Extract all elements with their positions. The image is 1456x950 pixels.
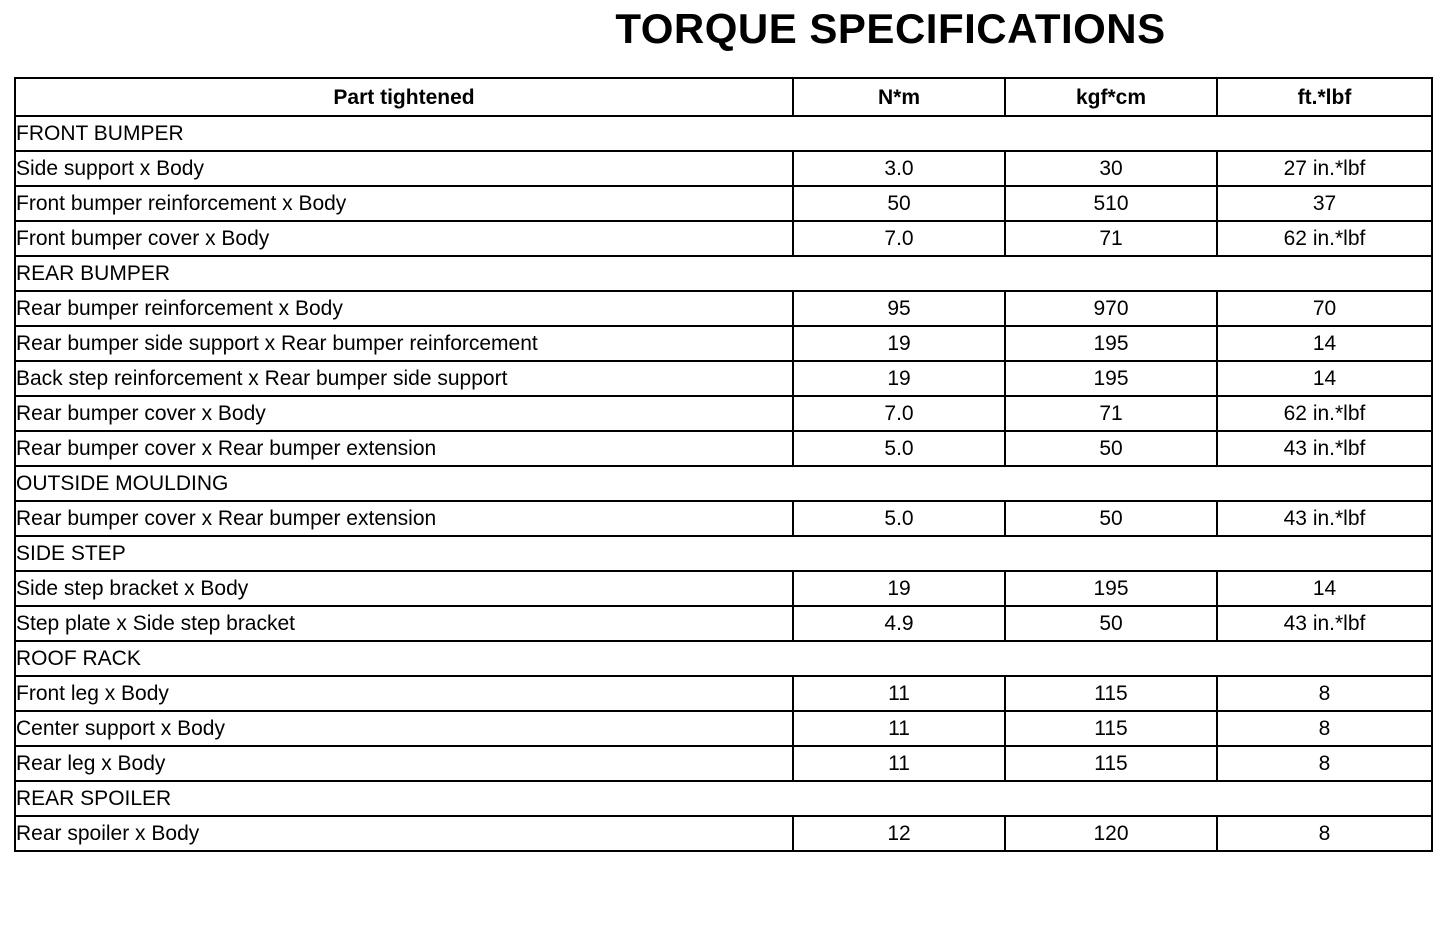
cell-part-tightened: Rear bumper cover x Rear bumper extension — [15, 501, 793, 536]
cell-nm: 11 — [793, 711, 1005, 746]
cell-nm: 19 — [793, 326, 1005, 361]
section-heading: SIDE STEP — [15, 536, 1432, 571]
cell-ft-lbf: 14 — [1217, 326, 1432, 361]
cell-nm: 11 — [793, 746, 1005, 781]
table-row — [15, 151, 1432, 186]
table-row — [15, 396, 1432, 431]
cell-kgf-cm: 115 — [1005, 711, 1217, 746]
table-row — [15, 431, 1432, 466]
cell-part-tightened: Rear bumper cover x Body — [15, 396, 793, 431]
table-row — [15, 676, 1432, 711]
cell-kgf-cm: 30 — [1005, 151, 1217, 186]
section-row — [15, 116, 1432, 151]
cell-ft-lbf: 37 — [1217, 186, 1432, 221]
cell-kgf-cm: 115 — [1005, 746, 1217, 781]
section-heading: OUTSIDE MOULDING — [15, 466, 1432, 501]
cell-kgf-cm: 120 — [1005, 816, 1217, 851]
cell-nm: 12 — [793, 816, 1005, 851]
cell-kgf-cm: 50 — [1005, 606, 1217, 641]
section-row — [15, 466, 1432, 501]
cell-ft-lbf: 27 in.*lbf — [1217, 151, 1432, 186]
cell-ft-lbf: 43 in.*lbf — [1217, 501, 1432, 536]
cell-kgf-cm: 71 — [1005, 221, 1217, 256]
cell-part-tightened: Front leg x Body — [15, 676, 793, 711]
cell-part-tightened: Side step bracket x Body — [15, 571, 793, 606]
table-row — [15, 746, 1432, 781]
table-row — [15, 711, 1432, 746]
table-row — [15, 816, 1432, 851]
header-ft-lbf: ft.*lbf — [1217, 78, 1432, 116]
cell-nm: 19 — [793, 361, 1005, 396]
section-heading: REAR SPOILER — [15, 781, 1432, 816]
cell-kgf-cm: 195 — [1005, 361, 1217, 396]
section-row — [15, 641, 1432, 676]
cell-nm: 7.0 — [793, 221, 1005, 256]
cell-part-tightened: Side support x Body — [15, 151, 793, 186]
cell-part-tightened: Rear bumper reinforcement x Body — [15, 291, 793, 326]
cell-kgf-cm: 195 — [1005, 571, 1217, 606]
cell-nm: 19 — [793, 571, 1005, 606]
cell-part-tightened: Center support x Body — [15, 711, 793, 746]
header-part-tightened: Part tightened — [15, 78, 793, 116]
section-heading: REAR BUMPER — [15, 256, 1432, 291]
cell-part-tightened: Rear leg x Body — [15, 746, 793, 781]
cell-ft-lbf: 43 in.*lbf — [1217, 606, 1432, 641]
cell-ft-lbf: 8 — [1217, 711, 1432, 746]
cell-ft-lbf: 62 in.*lbf — [1217, 221, 1432, 256]
cell-nm: 5.0 — [793, 431, 1005, 466]
page-title: TORQUE SPECIFICATIONS — [615, 5, 1166, 52]
cell-kgf-cm: 50 — [1005, 501, 1217, 536]
header-nm: N*m — [793, 78, 1005, 116]
torque-spec-table — [14, 77, 1433, 852]
cell-part-tightened: Front bumper reinforcement x Body — [15, 186, 793, 221]
cell-ft-lbf: 8 — [1217, 746, 1432, 781]
cell-nm: 3.0 — [793, 151, 1005, 186]
cell-ft-lbf: 14 — [1217, 361, 1432, 396]
cell-part-tightened: Rear bumper cover x Rear bumper extension — [15, 431, 793, 466]
cell-part-tightened: Front bumper cover x Body — [15, 221, 793, 256]
cell-nm: 7.0 — [793, 396, 1005, 431]
section-heading: FRONT BUMPER — [15, 116, 1432, 151]
table-row — [15, 571, 1432, 606]
cell-kgf-cm: 115 — [1005, 676, 1217, 711]
table-row — [15, 186, 1432, 221]
cell-part-tightened: Step plate x Side step bracket — [15, 606, 793, 641]
cell-nm: 5.0 — [793, 501, 1005, 536]
cell-kgf-cm: 510 — [1005, 186, 1217, 221]
cell-kgf-cm: 50 — [1005, 431, 1217, 466]
cell-kgf-cm: 71 — [1005, 396, 1217, 431]
section-row — [15, 256, 1432, 291]
section-heading: ROOF RACK — [15, 641, 1432, 676]
table-row — [15, 606, 1432, 641]
cell-ft-lbf: 70 — [1217, 291, 1432, 326]
table-header-row — [15, 78, 1432, 116]
table-row — [15, 291, 1432, 326]
cell-nm: 11 — [793, 676, 1005, 711]
cell-ft-lbf: 8 — [1217, 816, 1432, 851]
cell-ft-lbf: 14 — [1217, 571, 1432, 606]
cell-nm: 4.9 — [793, 606, 1005, 641]
cell-part-tightened: Rear bumper side support x Rear bumper reinforcement — [15, 326, 793, 361]
table-row — [15, 326, 1432, 361]
table-row — [15, 501, 1432, 536]
table-row — [15, 361, 1432, 396]
table-row — [15, 221, 1432, 256]
cell-kgf-cm: 195 — [1005, 326, 1217, 361]
cell-ft-lbf: 8 — [1217, 676, 1432, 711]
header-kgf-cm: kgf*cm — [1005, 78, 1217, 116]
section-row — [15, 781, 1432, 816]
cell-part-tightened: Back step reinforcement x Rear bumper side support — [15, 361, 793, 396]
cell-kgf-cm: 970 — [1005, 291, 1217, 326]
cell-ft-lbf: 43 in.*lbf — [1217, 431, 1432, 466]
cell-nm: 50 — [793, 186, 1005, 221]
table-body — [15, 116, 1432, 851]
cell-nm: 95 — [793, 291, 1005, 326]
cell-part-tightened: Rear spoiler x Body — [15, 816, 793, 851]
section-row — [15, 536, 1432, 571]
cell-ft-lbf: 62 in.*lbf — [1217, 396, 1432, 431]
